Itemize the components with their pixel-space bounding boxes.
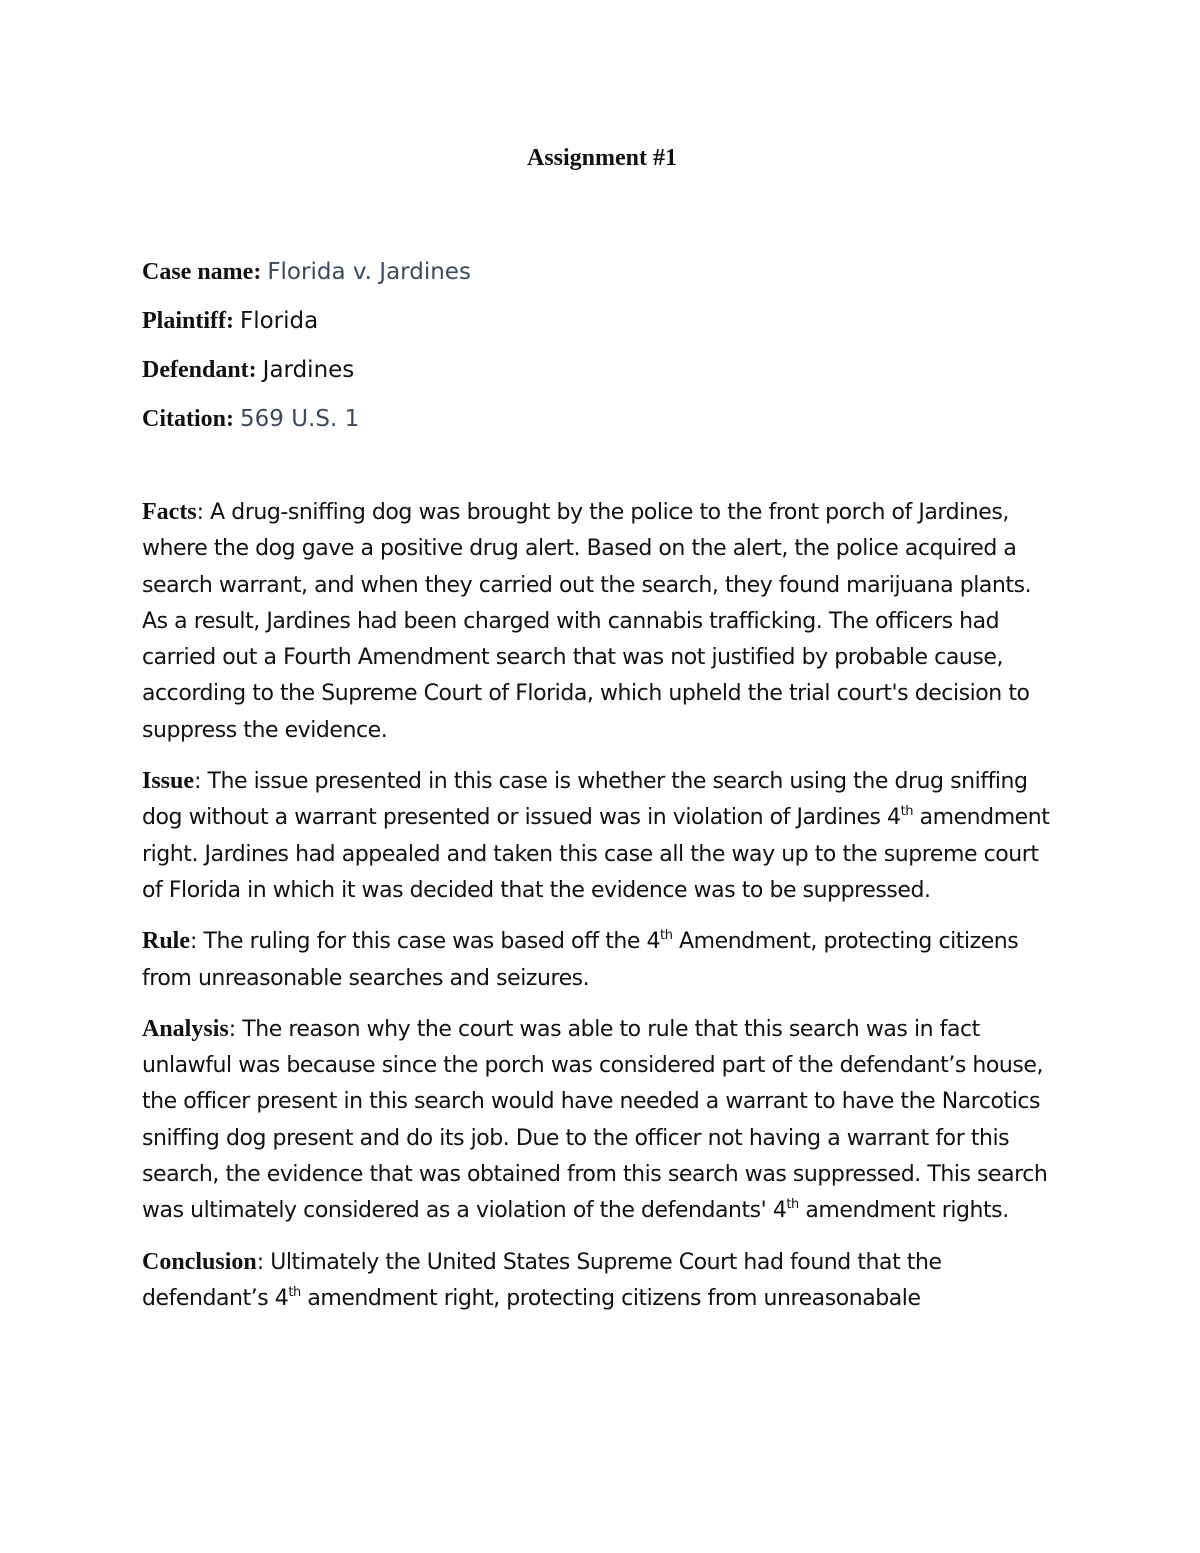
conclusion-text-1: : Ultimately the United States Supreme Court had found that the defendant’s 4 (142, 1249, 942, 1311)
document-body (142, 140, 1062, 1331)
conclusion-heading: Conclusion (142, 1248, 257, 1275)
analysis-superscript: th (786, 1197, 799, 1213)
analysis-text-1: : The reason why the court was able to rule that this search was in fact unlawful was because since the porch was considered part of the defendant’s house, the officer present in this search would have needed a warrant to have the Narcotics sniffing dog present and do its job. Due to the officer not having a warrant for this search, the evidence that was obtained from this search was suppressed. This search was ultimately considered as a violation of the defendants' 4 (142, 1016, 1048, 1224)
defendant-line (142, 352, 1062, 388)
defendant-value: Jardines (262, 357, 355, 383)
citation-value: 569 U.S. 1 (240, 406, 360, 432)
conclusion-paragraph (142, 1244, 1062, 1318)
defendant-label: Defendant: (142, 357, 257, 383)
issue-heading: Issue (142, 768, 195, 795)
rule-paragraph (142, 923, 1062, 997)
case-name-label: Case name: (142, 259, 262, 285)
issue-paragraph (142, 763, 1062, 909)
issue-superscript: th (900, 804, 914, 820)
case-name-line (142, 254, 1062, 290)
facts-heading: Facts (142, 499, 197, 525)
rule-text-1: : The ruling for this case was based off the 4 (190, 929, 661, 955)
facts-paragraph (142, 494, 1062, 749)
issue-text-2: amendment right. Jardines had appealed and taken this case all the way up to the supreme court of Florida in which it was decided that the evidence was to be suppressed. (142, 805, 1050, 903)
facts-text: : A drug-sniffing dog was brought by the police to the front porch of Jardines, where the dog gave a positive drug alert. Based on the alert, the police acquired a search warrant, and when they carried out the search, they found marijuana plants. As a result, Jardines had been charged with cannabis trafficking. The officers had carried out a Fourth Amendment search that was not justified by probable cause, according to the Supreme Court of Florida, which upheld the trial court's decision to suppress the evidence. (142, 500, 1032, 743)
plaintiff-line (142, 303, 1062, 339)
analysis-heading: Analysis (142, 1015, 229, 1042)
case-name-value: Florida v. Jardines (267, 259, 471, 285)
analysis-paragraph (142, 1011, 1062, 1230)
citation-line (142, 401, 1062, 437)
rule-superscript: th (660, 928, 673, 944)
document-title: Assignment #1 (526, 145, 677, 171)
plaintiff-value: Florida (239, 308, 319, 334)
issue-text-1: : The issue presented in this case is whether the search using the drug sniffing dog without a warrant presented or issued was in violation of Jardines 4 (142, 769, 1028, 831)
citation-label: Citation: (142, 406, 234, 432)
rule-heading: Rule (142, 928, 190, 955)
plaintiff-label: Plaintiff: (142, 308, 234, 334)
rule-text-2: Amendment, protecting citizens from unreasonable searches and seizures. (142, 929, 1019, 991)
conclusion-superscript: th (288, 1284, 301, 1300)
spacer (142, 450, 1062, 494)
analysis-text-2: amendment rights. (798, 1198, 1009, 1224)
conclusion-text-2: amendment right, protecting citizens from unreasonabale (300, 1285, 921, 1311)
